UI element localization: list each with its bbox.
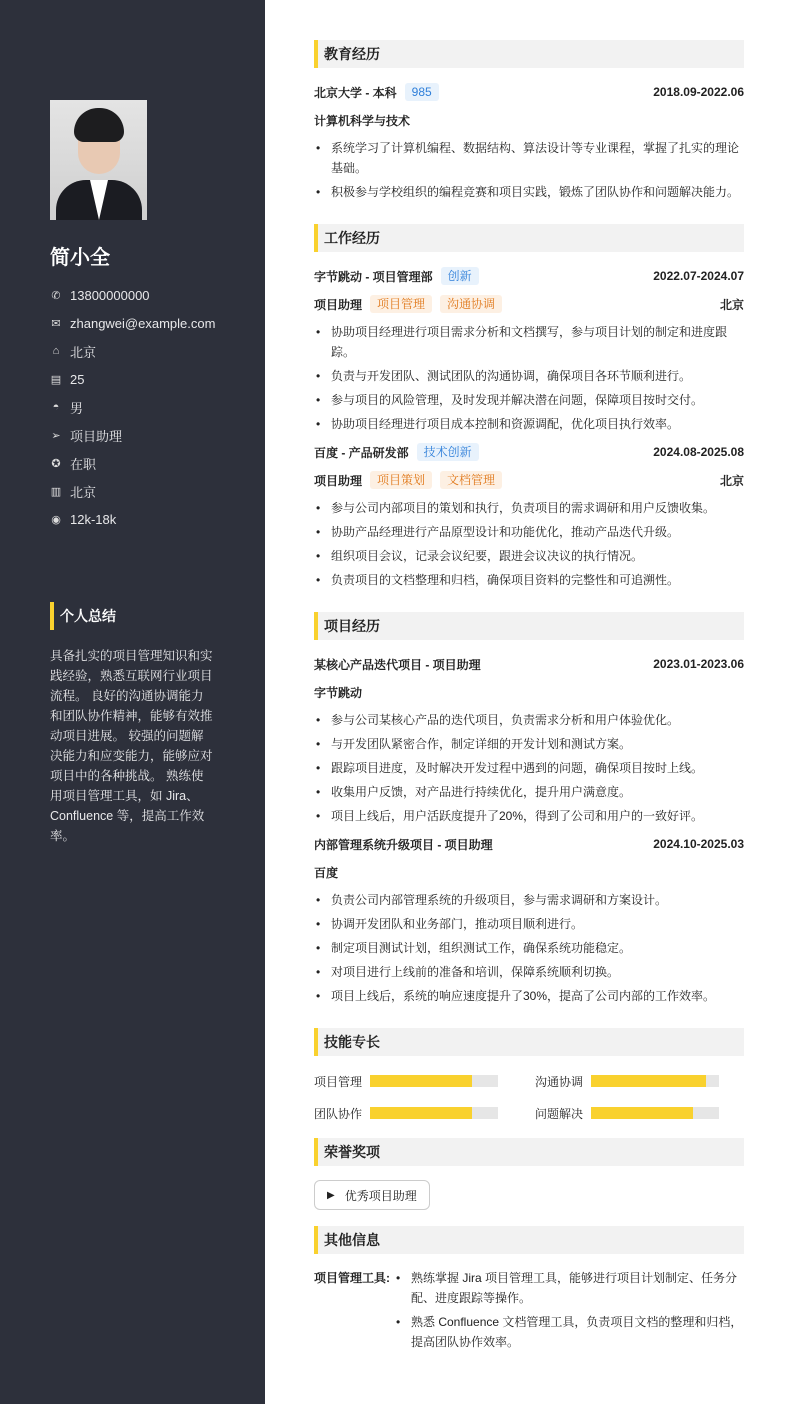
list-item: • 收集用户反馈，对产品进行持续优化，提升用户满意度。 xyxy=(314,782,744,802)
project-org-row xyxy=(314,682,744,702)
project-name: 某核心产品迭代项目 - 项目助理 xyxy=(314,657,481,672)
skill-bar xyxy=(591,1107,719,1119)
company: 字节跳动 - 项目管理部 xyxy=(314,269,433,284)
contact-text: 12k-18k xyxy=(70,511,117,527)
mail-icon: ✉ xyxy=(51,317,61,330)
project-header xyxy=(314,654,744,674)
contact-row xyxy=(50,281,215,309)
list-item: • 对项目进行上线前的准备和培训，保障系统顺利切换。 xyxy=(314,962,744,982)
contact-text: 13800000000 xyxy=(70,287,150,303)
role-tag: 项目管理 xyxy=(370,295,432,313)
avatar-photo xyxy=(50,100,147,220)
list-item: • 协助项目经理进行项目需求分析和文档撰写，参与项目计划的制定和进度跟踪。 xyxy=(314,322,744,362)
sidebar xyxy=(0,0,265,1404)
list-item: • 负责公司内部管理系统的升级项目，参与需求调研和方案设计。 xyxy=(314,890,744,910)
award-item[interactable]: ▶ 优秀项目助理 xyxy=(314,1180,430,1210)
job-city: 北京 xyxy=(719,473,744,488)
school: 北京大学 - 本科 xyxy=(314,85,397,100)
list-item: • 跟踪项目进度，及时解决开发过程中遇到的问题，确保项目按时上线。 xyxy=(314,758,744,778)
skills-heading: 技能专长 xyxy=(314,1028,744,1056)
awards-heading: 荣誉奖项 xyxy=(314,1138,744,1166)
job-date: 2022.07-2024.07 xyxy=(653,269,744,283)
list-item: • 协调开发团队和业务部门，推动项目顺利进行。 xyxy=(314,914,744,934)
salary-icon: ◉ xyxy=(51,513,61,526)
job-left xyxy=(314,267,479,285)
skill-item xyxy=(314,1102,535,1124)
list-item: • 项目上线后，系统的响应速度提升了30%，提高了公司内部的工作效率。 xyxy=(314,986,744,1006)
skill-bar xyxy=(591,1075,719,1087)
list-item: • 协助项目经理进行项目成本控制和资源调配，优化项目执行效率。 xyxy=(314,414,744,434)
contact-row xyxy=(50,449,215,477)
skill-name: 项目管理 xyxy=(314,1074,363,1089)
project-org-row xyxy=(314,862,744,882)
skill-bar-fill xyxy=(591,1107,693,1119)
project-items xyxy=(314,710,744,826)
list-item: • 负责与开发团队、测试团队的沟通协调，确保项目各环节顺利进行。 xyxy=(314,366,744,386)
work-heading: 工作经历 xyxy=(314,224,744,252)
job-date: 2024.08-2025.08 xyxy=(653,445,744,459)
school-tag: 985 xyxy=(405,83,439,101)
list-item: • 负责项目的文档整理和归档，确保项目资料的完整性和可追溯性。 xyxy=(314,570,744,590)
role: 项目助理 xyxy=(314,473,363,488)
job-city: 北京 xyxy=(719,297,744,312)
edu-list xyxy=(314,138,744,202)
contact-text: 北京 xyxy=(70,484,97,500)
candidate-name: 简小全 xyxy=(50,247,110,269)
play-icon: ▶ xyxy=(327,1189,335,1201)
contact-text: zhangwei@example.com xyxy=(70,315,216,331)
company-tag: 创新 xyxy=(441,267,479,285)
project-date: 2023.01-2023.06 xyxy=(653,657,744,671)
skill-item xyxy=(535,1070,744,1092)
skill-bar-fill xyxy=(370,1075,472,1087)
project-items xyxy=(314,890,744,1006)
role-row xyxy=(314,470,744,490)
role-tag: 项目策划 xyxy=(370,471,432,489)
job-duties xyxy=(314,322,744,434)
phone-icon: ✆ xyxy=(51,289,61,302)
major: 计算机科学与技术 xyxy=(314,113,411,128)
role: 项目助理 xyxy=(314,297,363,312)
main-content xyxy=(314,40,744,1364)
project-date: 2024.10-2025.03 xyxy=(653,837,744,851)
list-item: • 参与公司某核心产品的迭代项目，负责需求分析和用户体验优化。 xyxy=(314,710,744,730)
list-item: • 系统学习了计算机编程、数据结构、算法设计等专业课程，掌握了扎实的理论基础。 xyxy=(314,138,744,178)
contact-row xyxy=(50,337,215,365)
edu-date: 2018.09-2022.06 xyxy=(653,85,744,99)
contact-info xyxy=(50,281,215,533)
contact-row xyxy=(50,365,215,393)
contact-text: 北京 xyxy=(70,344,97,360)
company: 百度 - 产品研发部 xyxy=(314,445,409,460)
skill-name: 问题解决 xyxy=(535,1106,584,1121)
contact-text: 项目助理 xyxy=(70,428,123,444)
other-label: 项目管理工具: xyxy=(314,1271,390,1285)
job-header xyxy=(314,442,744,462)
role-tag: 沟通协调 xyxy=(440,295,502,313)
list-item: • 参与项目的风险管理，及时发现并解决潜在问题，保障项目按时交付。 xyxy=(314,390,744,410)
contact-row xyxy=(50,421,215,449)
projects-heading: 项目经历 xyxy=(314,612,744,640)
summary-heading: 个人总结 xyxy=(50,602,116,630)
job-left xyxy=(314,443,479,461)
list-item: • 项目上线后，用户活跃度提升了20%，得到了公司和用户的一致好评。 xyxy=(314,806,744,826)
project-header xyxy=(314,834,744,854)
skill-name: 团队协作 xyxy=(314,1106,363,1121)
skill-bar xyxy=(370,1075,498,1087)
other-heading: 其他信息 xyxy=(314,1226,744,1254)
list-item: • 积极参与学校组织的编程竞赛和项目实践，锻炼了团队协作和问题解决能力。 xyxy=(314,182,744,202)
skill-item xyxy=(535,1102,744,1124)
list-item: • 组织项目会议，记录会议纪要，跟进会议决议的执行情况。 xyxy=(314,546,744,566)
contact-row xyxy=(50,477,215,505)
home-icon: ⌂ xyxy=(52,345,60,357)
project-org: 百度 xyxy=(314,865,339,880)
contact-text: 在职 xyxy=(70,456,97,472)
skill-bar xyxy=(370,1107,498,1119)
skill-name: 沟通协调 xyxy=(535,1074,584,1089)
job-icon: ➢ xyxy=(51,429,61,442)
project-org: 字节跳动 xyxy=(314,685,363,700)
summary-text: 具备扎实的项目管理知识和实践经验，熟悉互联网行业项目流程。 良好的沟通协调能力和团队协作精神，能够有效推动项目进展。 较强的问题解决能力和应变能力，能够应对项目中的各种挑战。 熟练使用项目管理工具，如 Jira、Confluence 等，提高工作效率。 xyxy=(50,649,213,843)
list-item: • 与开发团队紧密合作，制定详细的开发计划和测试方案。 xyxy=(314,734,744,754)
role-tag: 文档管理 xyxy=(440,471,502,489)
status-icon: ✪ xyxy=(51,457,61,470)
gender-icon: ◓ xyxy=(52,401,60,413)
role-row xyxy=(314,294,744,314)
contact-text: 男 xyxy=(70,400,84,416)
education-heading: 教育经历 xyxy=(314,40,744,68)
skill-bar-fill xyxy=(370,1107,472,1119)
company-tag: 技术创新 xyxy=(417,443,479,461)
list-item: • 熟悉 Confluence 文档管理工具，负责项目文档的整理和归档，提高团队协作效率。 xyxy=(394,1312,744,1352)
role-left xyxy=(314,471,502,489)
project-name: 内部管理系统升级项目 - 项目助理 xyxy=(314,837,493,852)
contact-row xyxy=(50,393,215,421)
role-left xyxy=(314,295,502,313)
list-item: • 协助产品经理进行产品原型设计和功能优化，推动产品迭代升级。 xyxy=(314,522,744,542)
job-header xyxy=(314,266,744,286)
list-item: • 参与公司内部项目的策划和执行，负责项目的需求调研和用户反馈收集。 xyxy=(314,498,744,518)
skill-bar-fill xyxy=(591,1075,706,1087)
city-icon: ▥ xyxy=(50,485,62,498)
contact-text: 25 xyxy=(70,371,85,387)
job-duties xyxy=(314,498,744,590)
skill-item xyxy=(314,1070,535,1092)
age-icon: ▤ xyxy=(50,373,62,386)
list-item: • 制定项目测试计划，组织测试工作，确保系统功能稳定。 xyxy=(314,938,744,958)
contact-row xyxy=(50,309,215,337)
list-item: • 熟练掌握 Jira 项目管理工具，能够进行项目计划制定、任务分配、进度跟踪等操作。 xyxy=(394,1268,744,1308)
contact-row xyxy=(50,505,215,533)
